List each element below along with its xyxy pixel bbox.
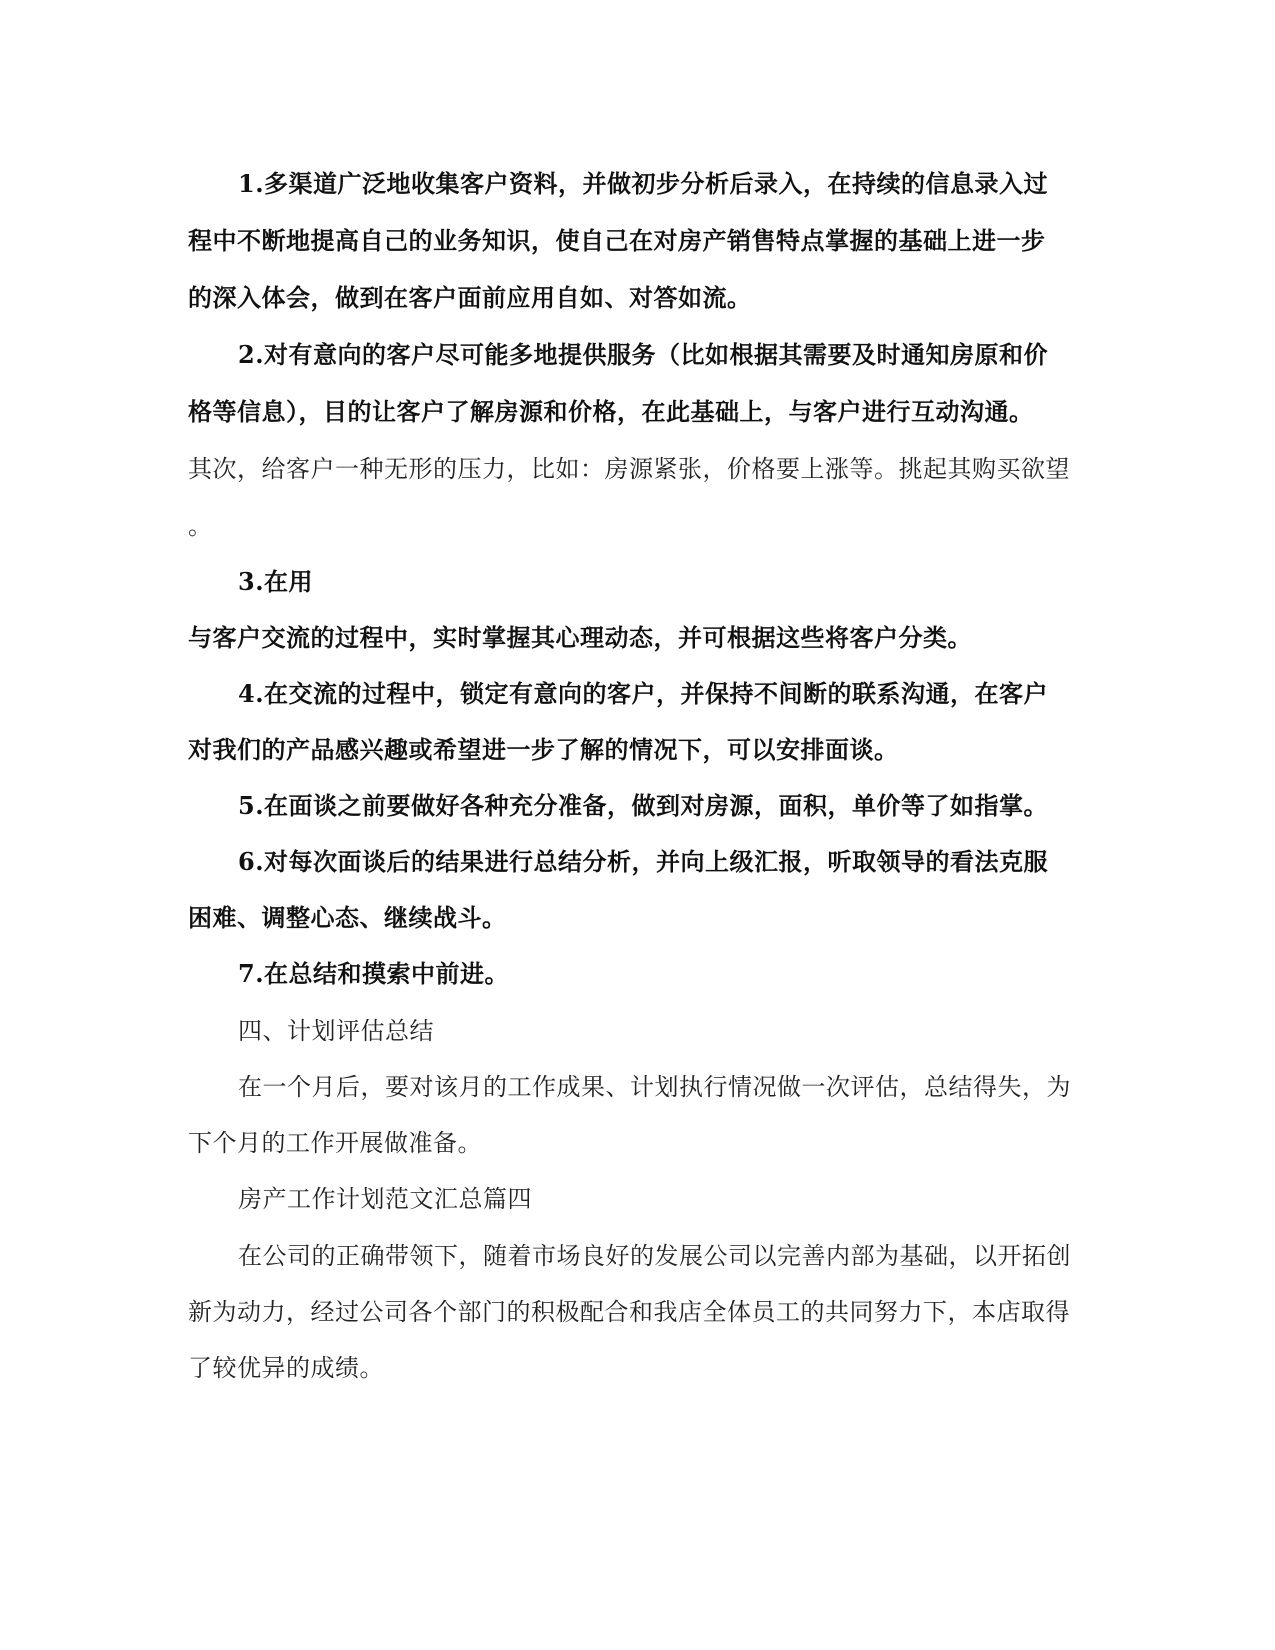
evaluation-paragraph-line-2: 下个月的工作开展做准备。 bbox=[188, 1129, 482, 1157]
paragraph-2-line-1: 2.对有意向的客户尽可能多地提供服务（比如根据其需要及时通知房原和价 bbox=[238, 340, 1049, 369]
evaluation-paragraph-line-1: 在一个月后，要对该月的工作成果、计划执行情况做一次评估，总结得失，为 bbox=[238, 1073, 1071, 1101]
article-paragraph-line-1: 在公司的正确带领下，随着市场良好的发展公司以完善内部为基础，以开拓创 bbox=[238, 1242, 1071, 1270]
paragraph-6-line-2: 困难、调整心态、继续战斗。 bbox=[188, 903, 507, 932]
paragraph-4-line-2: 对我们的产品感兴趣或希望进一步了解的情况下，可以安排面谈。 bbox=[188, 735, 899, 764]
paragraph-4-line-1: 4.在交流的过程中，锁定有意向的客户，并保持不间断的联系沟通，在客户 bbox=[238, 679, 1049, 708]
section-heading: 四、计划评估总结 bbox=[238, 1017, 434, 1045]
article-title: 房产工作计划范文汇总篇四 bbox=[238, 1185, 532, 1213]
paragraph-1-line-3: 的深入体会，做到在客户面前应用自如、对答如流。 bbox=[188, 283, 752, 312]
paragraph-1-line-2: 程中不断地提高自己的业务知识，使自己在对房产销售特点掌握的基础上进一步 bbox=[188, 226, 1046, 255]
paragraph-3-line-2: 与客户交流的过程中，实时掌握其心理动态，并可根据这些将客户分类。 bbox=[188, 623, 972, 652]
paragraph-6-line-1: 6.对每次面谈后的结果进行总结分析，并向上级汇报，听取领导的看法克服 bbox=[238, 847, 1049, 876]
paragraph-3-line-1: 3.在用 bbox=[238, 567, 314, 596]
paragraph-2-line-3: 其次，给客户一种无形的压力，比如：房源紧张，价格要上涨等。挑起其购买欲望 bbox=[188, 455, 1070, 483]
paragraph-2-line-4: 。 bbox=[188, 512, 213, 540]
paragraph-2-line-2: 格等信息），目的让客户了解房源和价格，在此基础上，与客户进行互动沟通。 bbox=[188, 397, 1034, 426]
paragraph-5-line-1: 5.在面谈之前要做好各种充分准备，做到对房源，面积，单价等了如指掌。 bbox=[238, 791, 1049, 820]
paragraph-7-line-1: 7.在总结和摸索中前进。 bbox=[238, 959, 510, 988]
paragraph-1-line-1: 1.多渠道广泛地收集客户资料，并做初步分析后录入，在持续的信息录入过 bbox=[238, 169, 1049, 198]
article-paragraph-line-2: 新为动力，经过公司各个部门的积极配合和我店全体员工的共同努力下，本店取得 bbox=[188, 1298, 1070, 1326]
article-paragraph-line-3: 了较优异的成绩。 bbox=[188, 1354, 384, 1382]
